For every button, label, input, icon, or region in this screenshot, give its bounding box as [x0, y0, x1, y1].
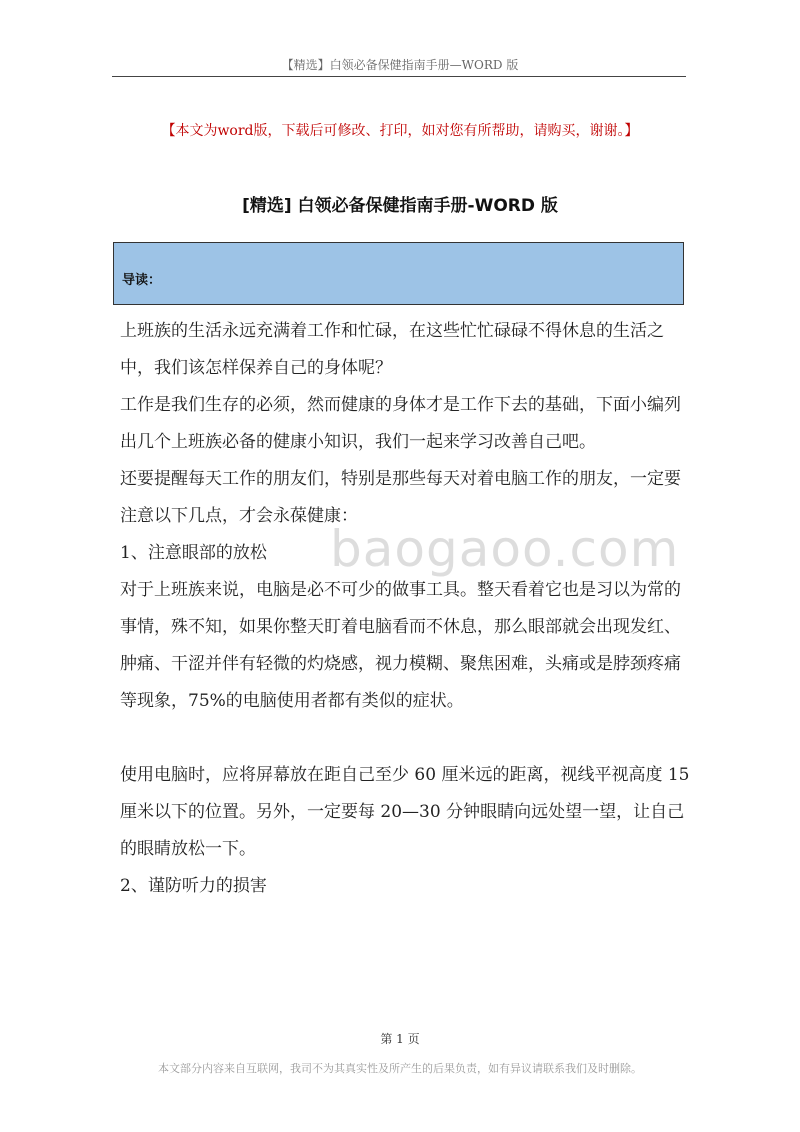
section-heading-eyes: 1、注意眼部的放松	[120, 543, 267, 563]
page-number: 第 1 页	[380, 1032, 420, 1046]
paragraph-eye-symptoms: 对于上班族来说，电脑是必不可少的做事工具。整天看着它也是习以为常的事情，殊不知，如果你整天盯着电脑看而不休息，那么眼部就会出现发红、肿痛、干涩并伴有轻微的灼烧感，视力模糊、聚焦困难，头痛或是脖颈疼痛等现象，75%的电脑使用者都有类似的症状。	[120, 580, 681, 711]
download-notice: 【本文为word版，下载后可修改、打印，如对您有所帮助，请购买，谢谢。】	[161, 123, 639, 139]
paragraph-reminder: 还要提醒每天工作的朋友们，特别是那些每天对着电脑工作的朋友，一定要注意以下几点，才会永葆健康：	[120, 469, 681, 526]
section-heading-hearing: 2、谨防听力的损害	[120, 876, 267, 896]
paragraph-foundation: 工作是我们生存的必须，然而健康的身体才是工作下去的基础，下面小编列出几个上班族必备的健康小知识，我们一起来学习改善自己吧。	[120, 395, 681, 452]
paragraph-intro: 上班族的生活永远充满着工作和忙碌，在这些忙忙碌碌不得休息的生活之中，我们该怎样保养自己的身体呢？	[120, 321, 664, 378]
page-footer: 本文部分内容来自互联网，我司不为其真实性及所产生的后果负责，如有异议请联系我们及时删除。	[158, 1062, 642, 1075]
page-header: 【精选】白领必备保健指南手册—WORD 版	[281, 58, 519, 72]
header-divider	[112, 76, 686, 77]
document-body	[120, 313, 690, 905]
document-title: [精选] 白领必备保健指南手册-WORD 版	[242, 196, 558, 216]
guide-box	[113, 242, 684, 305]
paragraph-spacer	[120, 720, 690, 757]
paragraph-eye-advice: 使用电脑时，应将屏幕放在距自己至少 60 厘米远的距离，视线平视高度 15 厘米以下的位置。另外，一定要每 20—30 分钟眼睛向远处望一望，让自己的眼睛放松一下。	[120, 765, 690, 859]
guide-label: 导读：	[122, 273, 162, 288]
watermark: baogaoo.com	[330, 520, 680, 578]
